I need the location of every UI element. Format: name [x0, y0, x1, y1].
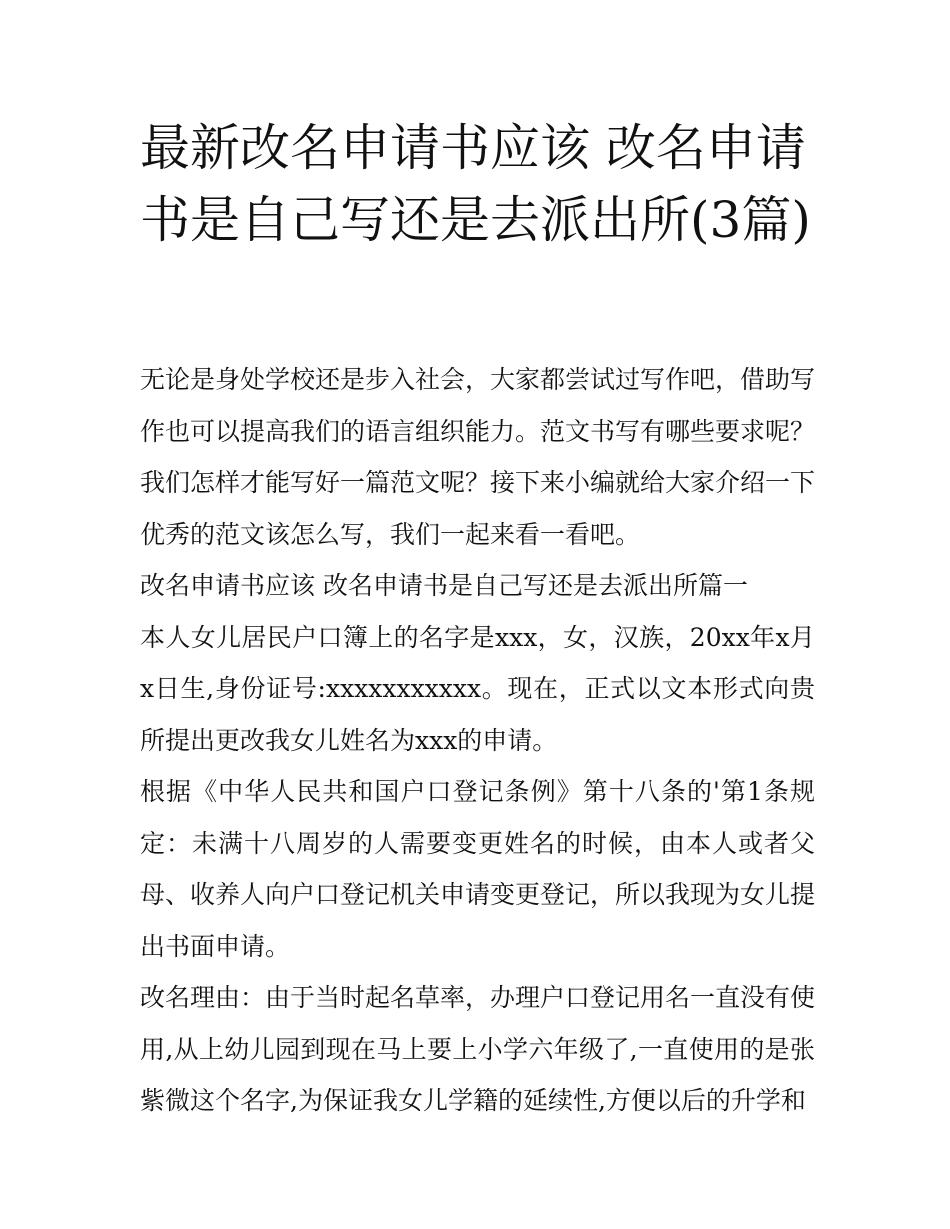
paragraph-section-heading: 改名申请书应该 改名申请书是自己写还是去派出所篇一 [140, 571, 748, 600]
paragraph-legal-basis: 根据《中华人民共和国户口登记条例》第十八条的'第1条规定：未满十八周岁的人需要变更姓名的时候，由本人或者父母、收养人向户口登记机关申请变更登记，所以我现为女儿提出书面申请。 [140, 777, 816, 961]
document-title: 最新改名申请书应该 改名申请书是自己写还是去派出所(3篇) [140, 119, 811, 249]
document-body [140, 354, 815, 1127]
paragraph-reason: 改名理由：由于当时起名草率，办理户口登记用名一直没有使用,从上幼儿园到现在马上要上小学六年级了,一直使用的是张紫微这个名字,为保证我女儿学籍的延续性,方便以后的升学和 [140, 983, 816, 1115]
paragraph-intro: 无论是身处学校还是步入社会，大家都尝试过写作吧，借助写作也可以提高我们的语言组织能力。范文书写有哪些要求呢？我们怎样才能写好一篇范文呢？接下来小编就给大家介绍一下优秀的范文该怎么写，我们一起来看一看吧。 [140, 365, 816, 549]
paragraph-applicant-info: 本人女儿居民户口簿上的名字是xxx，女，汉族，20xx年x月x日生,身份证号:xxxxxxxxxxx。现在，正式以文本形式向贵所提出更改我女儿姓名为xxx的申请。 [140, 622, 815, 755]
